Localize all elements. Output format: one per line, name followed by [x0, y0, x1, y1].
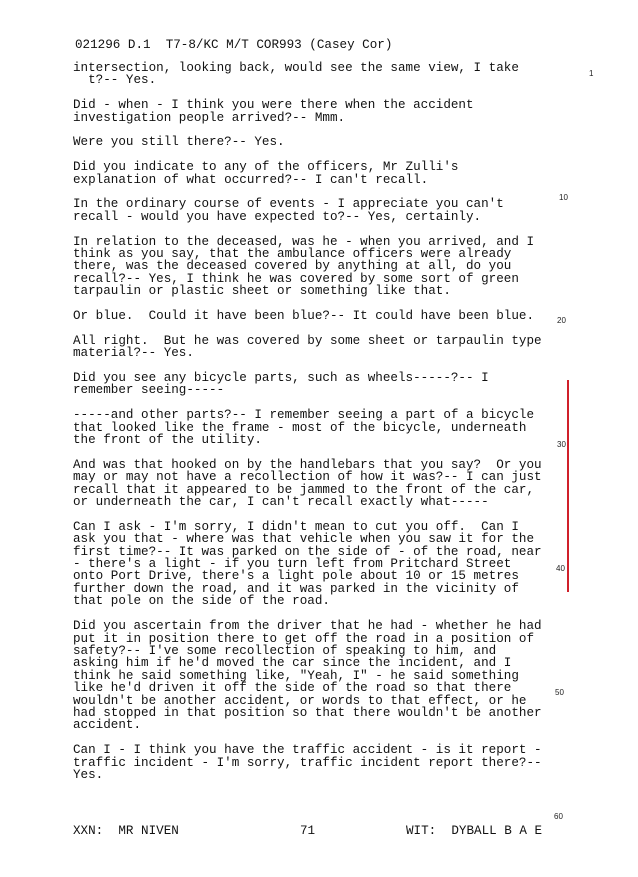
footer-examiner: XXN: MR NIVEN [73, 824, 179, 838]
footer-witness: WIT: DYBALL B A E [406, 824, 543, 838]
transcript-paragraph: Did you see any bicycle parts, such as wheels-----?-- I remember seeing----- [73, 371, 489, 398]
transcript-paragraph: In relation to the deceased, was he - when you arrived, and I think as you say, that the ambulance officers were already there, was the deceased covered by anything at all, do you recall?-- Yes, I think he was covered by some sort of green tarpaulin or plastic sheet or something like that. [73, 234, 535, 299]
line-number: 50 [555, 688, 564, 697]
line-number: 60 [554, 812, 563, 821]
transcript-paragraph: Can I ask - I'm sorry, I didn't mean to cut you off. Can I ask you that - where was that vehicle when you saw it for the first time?-- It was parked on the side of - of the road, near - there's a light - if you turn left from Pritchard Street onto Port Drive, there's a light pole about 10 or 15 metres further down the road, and it was parked in the vicinity of that pole on the side of the road. [73, 519, 542, 609]
margin-marker-bar [567, 380, 569, 592]
line-number: 40 [556, 564, 565, 573]
line-number: 1 [589, 69, 594, 78]
transcript-paragraph: Did you ascertain from the driver that he had - whether he had put it in position there to get off the road in a position of safety?-- I've some recollection of speaking to him, and asking him if he'd moved the car since the incident, and I think he said something like, "Yeah, I" - he said something like he'd driven it off the side of the road so that there wouldn't be another accident, or words to that effect, or he had stopped in that position so that there wouldn't be another accident. [73, 619, 542, 733]
transcript-paragraph: All right. But he was covered by some sheet or tarpaulin type material?-- Yes. [73, 333, 542, 361]
transcript-paragraph: Can I - I think you have the traffic accident - is it report - traffic incident - I'm sorry, traffic incident report there?-- Yes. [73, 743, 542, 782]
line-number: 20 [557, 316, 566, 325]
transcript-paragraph: And was that hooked on by the handlebars that you say? Or you may or may not have a recollection of how it was?-- I can just recall that it appeared to be jammed to the front of the car, or underneath the car, I can't recall exactly what----- [73, 457, 542, 510]
transcript-paragraph: Did - when - I think you were there when the accident investigation people arrived?-- Mmm. [73, 98, 474, 125]
transcript-paragraph: Or blue. Could it have been blue?-- It could have been blue. [73, 309, 535, 324]
line-number: 30 [557, 440, 566, 449]
transcript-paragraph: In the ordinary course of events - I appreciate you can't recall - would you have expected to?-- Yes, certainly. [73, 197, 504, 224]
line-number: 10 [559, 193, 568, 202]
transcript-paragraph: -----and other parts?-- I remember seeing a part of a bicycle that looked like the frame - most of the bicycle, underneath the front of the utility. [73, 408, 535, 448]
transcript-header: 021296 D.1 T7-8/KC M/T COR993 (Casey Cor) [75, 38, 393, 52]
transcript-paragraph: intersection, looking back, would see the same view, I take t?-- Yes. [73, 61, 519, 88]
transcript-body [73, 62, 553, 794]
footer-page-number: 71 [300, 824, 316, 838]
transcript-paragraph: Were you still there?-- Yes. [73, 135, 285, 150]
transcript-paragraph: Did you indicate to any of the officers, Mr Zulli's explanation of what occurred?-- I can't recall. [73, 160, 459, 187]
